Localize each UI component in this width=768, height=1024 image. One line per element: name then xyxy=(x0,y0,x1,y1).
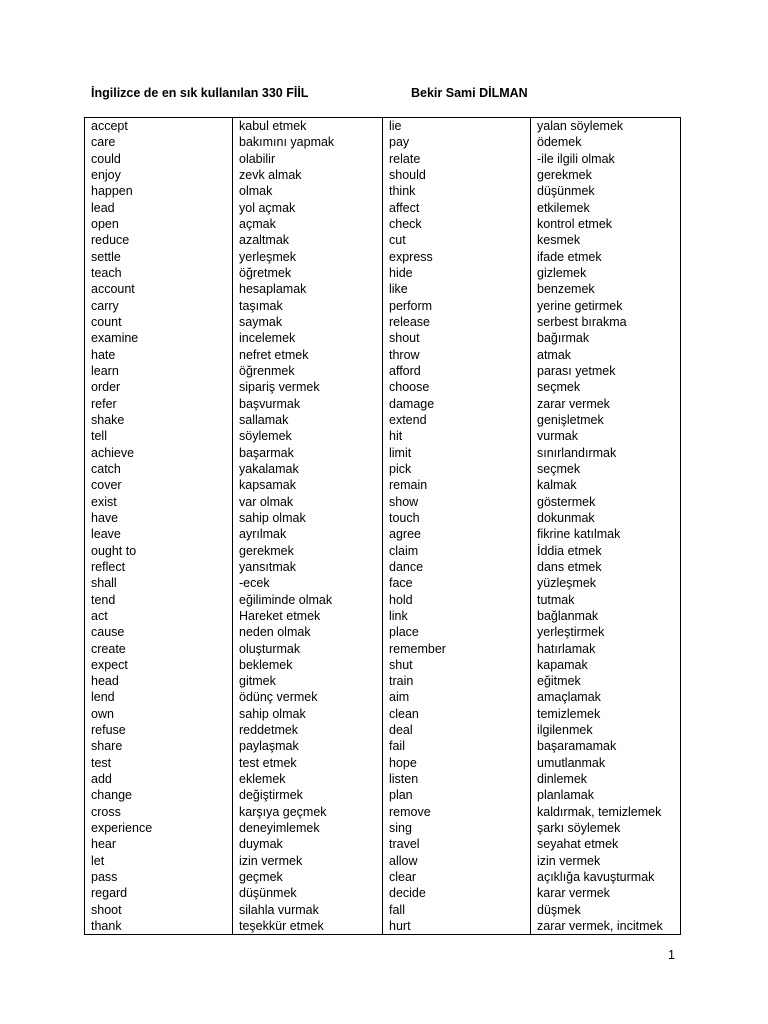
turkish-meaning-cell: geçmek xyxy=(233,869,383,885)
english-verb-cell: create xyxy=(85,641,233,657)
turkish-meaning-cell: zarar vermek xyxy=(531,396,681,412)
english-verb-cell: cut xyxy=(383,232,531,248)
english-verb-cell: release xyxy=(383,314,531,330)
turkish-meaning-cell: temizlemek xyxy=(531,706,681,722)
turkish-meaning-cell: test etmek xyxy=(233,755,383,771)
turkish-meaning-cell: eğitmek xyxy=(531,673,681,689)
english-verb-cell: affect xyxy=(383,200,531,216)
turkish-meaning-cell: sahip olmak xyxy=(233,510,383,526)
turkish-meaning-cell: var olmak xyxy=(233,494,383,510)
table-row xyxy=(85,608,681,624)
english-verb-cell: pick xyxy=(383,461,531,477)
english-verb-cell: shout xyxy=(383,330,531,346)
english-verb-cell: could xyxy=(85,151,233,167)
english-verb-cell: have xyxy=(85,510,233,526)
turkish-meaning-cell: fikrine katılmak xyxy=(531,526,681,542)
table-row xyxy=(85,183,681,199)
table-row xyxy=(85,281,681,297)
turkish-meaning-cell: karar vermek xyxy=(531,885,681,901)
table-row xyxy=(85,477,681,493)
turkish-meaning-cell: göstermek xyxy=(531,494,681,510)
table-row xyxy=(85,902,681,918)
table-row xyxy=(85,689,681,705)
turkish-meaning-cell: yalan söylemek xyxy=(531,118,681,135)
turkish-meaning-cell: olmak xyxy=(233,183,383,199)
turkish-meaning-cell: oluşturmak xyxy=(233,641,383,657)
turkish-meaning-cell: kapamak xyxy=(531,657,681,673)
english-verb-cell: lie xyxy=(383,118,531,135)
english-verb-cell: should xyxy=(383,167,531,183)
turkish-meaning-cell: hesaplamak xyxy=(233,281,383,297)
table-row xyxy=(85,298,681,314)
turkish-meaning-cell: zarar vermek, incitmek xyxy=(531,918,681,935)
table-row xyxy=(85,510,681,526)
turkish-meaning-cell: düşmek xyxy=(531,902,681,918)
turkish-meaning-cell: incelemek xyxy=(233,330,383,346)
turkish-meaning-cell: kontrol etmek xyxy=(531,216,681,232)
turkish-meaning-cell: dans etmek xyxy=(531,559,681,575)
english-verb-cell: place xyxy=(383,624,531,640)
english-verb-cell: learn xyxy=(85,363,233,379)
english-verb-cell: plan xyxy=(383,787,531,803)
english-verb-cell: face xyxy=(383,575,531,591)
turkish-meaning-cell: zevk almak xyxy=(233,167,383,183)
table-row xyxy=(85,592,681,608)
turkish-meaning-cell: -ile ilgili olmak xyxy=(531,151,681,167)
english-verb-cell: experience xyxy=(85,820,233,836)
turkish-meaning-cell: gerekmek xyxy=(233,543,383,559)
turkish-meaning-cell: kabul etmek xyxy=(233,118,383,135)
turkish-meaning-cell: sahip olmak xyxy=(233,706,383,722)
english-verb-cell: travel xyxy=(383,836,531,852)
english-verb-cell: own xyxy=(85,706,233,722)
turkish-meaning-cell: ayrılmak xyxy=(233,526,383,542)
turkish-meaning-cell: kesmek xyxy=(531,232,681,248)
table-row xyxy=(85,151,681,167)
english-verb-cell: refuse xyxy=(85,722,233,738)
table-row xyxy=(85,738,681,754)
english-verb-cell: dance xyxy=(383,559,531,575)
english-verb-cell: check xyxy=(383,216,531,232)
verb-table xyxy=(84,117,681,935)
table-row xyxy=(85,787,681,803)
turkish-meaning-cell: gizlemek xyxy=(531,265,681,281)
english-verb-cell: open xyxy=(85,216,233,232)
table-row xyxy=(85,118,681,135)
english-verb-cell: catch xyxy=(85,461,233,477)
english-verb-cell: pass xyxy=(85,869,233,885)
english-verb-cell: decide xyxy=(383,885,531,901)
table-row xyxy=(85,314,681,330)
table-row xyxy=(85,706,681,722)
turkish-meaning-cell: neden olmak xyxy=(233,624,383,640)
table-row xyxy=(85,167,681,183)
page-number: 1 xyxy=(668,948,675,962)
turkish-meaning-cell: hatırlamak xyxy=(531,641,681,657)
english-verb-cell: remember xyxy=(383,641,531,657)
table-row xyxy=(85,722,681,738)
turkish-meaning-cell: paylaşmak xyxy=(233,738,383,754)
turkish-meaning-cell: başvurmak xyxy=(233,396,383,412)
turkish-meaning-cell: etkilemek xyxy=(531,200,681,216)
english-verb-cell: cause xyxy=(85,624,233,640)
english-verb-cell: head xyxy=(85,673,233,689)
turkish-meaning-cell: genişletmek xyxy=(531,412,681,428)
english-verb-cell: like xyxy=(383,281,531,297)
english-verb-cell: order xyxy=(85,379,233,395)
english-verb-cell: hit xyxy=(383,428,531,444)
turkish-meaning-cell: değiştirmek xyxy=(233,787,383,803)
turkish-meaning-cell: taşımak xyxy=(233,298,383,314)
turkish-meaning-cell: dinlemek xyxy=(531,771,681,787)
turkish-meaning-cell: yerleşmek xyxy=(233,249,383,265)
document-title: İngilizce de en sık kullanılan 330 FİİL xyxy=(91,86,309,100)
turkish-meaning-cell: açmak xyxy=(233,216,383,232)
table-row xyxy=(85,445,681,461)
turkish-meaning-cell: kapsamak xyxy=(233,477,383,493)
document-author: Bekir Sami DİLMAN xyxy=(411,86,528,100)
turkish-meaning-cell: atmak xyxy=(531,347,681,363)
turkish-meaning-cell: silahla vurmak xyxy=(233,902,383,918)
turkish-meaning-cell: Hareket etmek xyxy=(233,608,383,624)
english-verb-cell: clear xyxy=(383,869,531,885)
turkish-meaning-cell: duymak xyxy=(233,836,383,852)
table-row xyxy=(85,396,681,412)
turkish-meaning-cell: yansıtmak xyxy=(233,559,383,575)
table-row xyxy=(85,836,681,852)
turkish-meaning-cell: -ecek xyxy=(233,575,383,591)
english-verb-cell: train xyxy=(383,673,531,689)
table-row xyxy=(85,575,681,591)
turkish-meaning-cell: başarmak xyxy=(233,445,383,461)
table-row xyxy=(85,265,681,281)
english-verb-cell: cross xyxy=(85,804,233,820)
english-verb-cell: happen xyxy=(85,183,233,199)
table-row xyxy=(85,755,681,771)
turkish-meaning-cell: öğrenmek xyxy=(233,363,383,379)
table-row xyxy=(85,412,681,428)
table-row xyxy=(85,918,681,935)
turkish-meaning-cell: sınırlandırmak xyxy=(531,445,681,461)
table-row xyxy=(85,543,681,559)
turkish-meaning-cell: kaldırmak, temizlemek xyxy=(531,804,681,820)
english-verb-cell: hope xyxy=(383,755,531,771)
turkish-meaning-cell: sallamak xyxy=(233,412,383,428)
turkish-meaning-cell: yerine getirmek xyxy=(531,298,681,314)
english-verb-cell: ought to xyxy=(85,543,233,559)
table-row xyxy=(85,134,681,150)
turkish-meaning-cell: benzemek xyxy=(531,281,681,297)
turkish-meaning-cell: azaltmak xyxy=(233,232,383,248)
turkish-meaning-cell: şarkı söylemek xyxy=(531,820,681,836)
english-verb-cell: fail xyxy=(383,738,531,754)
english-verb-cell: remain xyxy=(383,477,531,493)
english-verb-cell: agree xyxy=(383,526,531,542)
table-row xyxy=(85,232,681,248)
english-verb-cell: refer xyxy=(85,396,233,412)
english-verb-cell: test xyxy=(85,755,233,771)
turkish-meaning-cell: tutmak xyxy=(531,592,681,608)
table-row xyxy=(85,347,681,363)
english-verb-cell: afford xyxy=(383,363,531,379)
turkish-meaning-cell: izin vermek xyxy=(531,853,681,869)
table-row xyxy=(85,494,681,510)
english-verb-cell: express xyxy=(383,249,531,265)
turkish-meaning-cell: düşünmek xyxy=(531,183,681,199)
turkish-meaning-cell: serbest bırakma xyxy=(531,314,681,330)
english-verb-cell: clean xyxy=(383,706,531,722)
turkish-meaning-cell: bağlanmak xyxy=(531,608,681,624)
english-verb-cell: pay xyxy=(383,134,531,150)
english-verb-cell: act xyxy=(85,608,233,624)
turkish-meaning-cell: deneyimlemek xyxy=(233,820,383,836)
english-verb-cell: achieve xyxy=(85,445,233,461)
table-row xyxy=(85,200,681,216)
turkish-meaning-cell: ödünç vermek xyxy=(233,689,383,705)
turkish-meaning-cell: başaramamak xyxy=(531,738,681,754)
english-verb-cell: exist xyxy=(85,494,233,510)
turkish-meaning-cell: teşekkür etmek xyxy=(233,918,383,935)
english-verb-cell: choose xyxy=(383,379,531,395)
turkish-meaning-cell: İddia etmek xyxy=(531,543,681,559)
turkish-meaning-cell: kalmak xyxy=(531,477,681,493)
english-verb-cell: examine xyxy=(85,330,233,346)
verb-table-body xyxy=(85,118,681,935)
english-verb-cell: regard xyxy=(85,885,233,901)
english-verb-cell: link xyxy=(383,608,531,624)
english-verb-cell: extend xyxy=(383,412,531,428)
turkish-meaning-cell: öğretmek xyxy=(233,265,383,281)
english-verb-cell: carry xyxy=(85,298,233,314)
turkish-meaning-cell: bağırmak xyxy=(531,330,681,346)
table-row xyxy=(85,216,681,232)
turkish-meaning-cell: dokunmak xyxy=(531,510,681,526)
english-verb-cell: accept xyxy=(85,118,233,135)
english-verb-cell: reflect xyxy=(85,559,233,575)
english-verb-cell: add xyxy=(85,771,233,787)
turkish-meaning-cell: yüzleşmek xyxy=(531,575,681,591)
english-verb-cell: thank xyxy=(85,918,233,935)
english-verb-cell: lend xyxy=(85,689,233,705)
turkish-meaning-cell: reddetmek xyxy=(233,722,383,738)
english-verb-cell: relate xyxy=(383,151,531,167)
turkish-meaning-cell: yol açmak xyxy=(233,200,383,216)
table-row xyxy=(85,249,681,265)
english-verb-cell: share xyxy=(85,738,233,754)
english-verb-cell: hide xyxy=(383,265,531,281)
english-verb-cell: throw xyxy=(383,347,531,363)
table-row xyxy=(85,869,681,885)
english-verb-cell: cover xyxy=(85,477,233,493)
table-row xyxy=(85,526,681,542)
english-verb-cell: lead xyxy=(85,200,233,216)
english-verb-cell: enjoy xyxy=(85,167,233,183)
english-verb-cell: listen xyxy=(383,771,531,787)
english-verb-cell: care xyxy=(85,134,233,150)
english-verb-cell: aim xyxy=(383,689,531,705)
table-row xyxy=(85,641,681,657)
table-row xyxy=(85,379,681,395)
turkish-meaning-cell: bakımını yapmak xyxy=(233,134,383,150)
english-verb-cell: claim xyxy=(383,543,531,559)
turkish-meaning-cell: seçmek xyxy=(531,379,681,395)
table-row xyxy=(85,820,681,836)
turkish-meaning-cell: seyahat etmek xyxy=(531,836,681,852)
table-row xyxy=(85,624,681,640)
turkish-meaning-cell: yakalamak xyxy=(233,461,383,477)
turkish-meaning-cell: düşünmek xyxy=(233,885,383,901)
turkish-meaning-cell: umutlanmak xyxy=(531,755,681,771)
english-verb-cell: shoot xyxy=(85,902,233,918)
turkish-meaning-cell: ifade etmek xyxy=(531,249,681,265)
turkish-meaning-cell: olabilir xyxy=(233,151,383,167)
table-row xyxy=(85,771,681,787)
table-row xyxy=(85,330,681,346)
english-verb-cell: touch xyxy=(383,510,531,526)
table-row xyxy=(85,657,681,673)
english-verb-cell: show xyxy=(383,494,531,510)
english-verb-cell: settle xyxy=(85,249,233,265)
english-verb-cell: account xyxy=(85,281,233,297)
table-row xyxy=(85,885,681,901)
english-verb-cell: hear xyxy=(85,836,233,852)
table-row xyxy=(85,673,681,689)
turkish-meaning-cell: vurmak xyxy=(531,428,681,444)
turkish-meaning-cell: yerleştirmek xyxy=(531,624,681,640)
turkish-meaning-cell: ödemek xyxy=(531,134,681,150)
turkish-meaning-cell: eklemek xyxy=(233,771,383,787)
english-verb-cell: reduce xyxy=(85,232,233,248)
english-verb-cell: sing xyxy=(383,820,531,836)
english-verb-cell: count xyxy=(85,314,233,330)
turkish-meaning-cell: parası yetmek xyxy=(531,363,681,379)
table-row xyxy=(85,853,681,869)
turkish-meaning-cell: seçmek xyxy=(531,461,681,477)
english-verb-cell: shall xyxy=(85,575,233,591)
turkish-meaning-cell: ilgilenmek xyxy=(531,722,681,738)
english-verb-cell: perform xyxy=(383,298,531,314)
turkish-meaning-cell: amaçlamak xyxy=(531,689,681,705)
english-verb-cell: fall xyxy=(383,902,531,918)
table-row xyxy=(85,461,681,477)
english-verb-cell: let xyxy=(85,853,233,869)
turkish-meaning-cell: planlamak xyxy=(531,787,681,803)
turkish-meaning-cell: söylemek xyxy=(233,428,383,444)
english-verb-cell: remove xyxy=(383,804,531,820)
table-row xyxy=(85,428,681,444)
english-verb-cell: limit xyxy=(383,445,531,461)
english-verb-cell: hurt xyxy=(383,918,531,935)
turkish-meaning-cell: saymak xyxy=(233,314,383,330)
english-verb-cell: change xyxy=(85,787,233,803)
table-row xyxy=(85,363,681,379)
english-verb-cell: hate xyxy=(85,347,233,363)
turkish-meaning-cell: gerekmek xyxy=(531,167,681,183)
table-row xyxy=(85,804,681,820)
english-verb-cell: deal xyxy=(383,722,531,738)
english-verb-cell: teach xyxy=(85,265,233,281)
english-verb-cell: expect xyxy=(85,657,233,673)
turkish-meaning-cell: sipariş vermek xyxy=(233,379,383,395)
turkish-meaning-cell: nefret etmek xyxy=(233,347,383,363)
english-verb-cell: hold xyxy=(383,592,531,608)
english-verb-cell: tend xyxy=(85,592,233,608)
english-verb-cell: think xyxy=(383,183,531,199)
turkish-meaning-cell: açıklığa kavuşturmak xyxy=(531,869,681,885)
turkish-meaning-cell: karşıya geçmek xyxy=(233,804,383,820)
table-row xyxy=(85,559,681,575)
english-verb-cell: shake xyxy=(85,412,233,428)
english-verb-cell: shut xyxy=(383,657,531,673)
english-verb-cell: tell xyxy=(85,428,233,444)
english-verb-cell: leave xyxy=(85,526,233,542)
turkish-meaning-cell: beklemek xyxy=(233,657,383,673)
english-verb-cell: allow xyxy=(383,853,531,869)
turkish-meaning-cell: eğiliminde olmak xyxy=(233,592,383,608)
english-verb-cell: damage xyxy=(383,396,531,412)
turkish-meaning-cell: gitmek xyxy=(233,673,383,689)
turkish-meaning-cell: izin vermek xyxy=(233,853,383,869)
